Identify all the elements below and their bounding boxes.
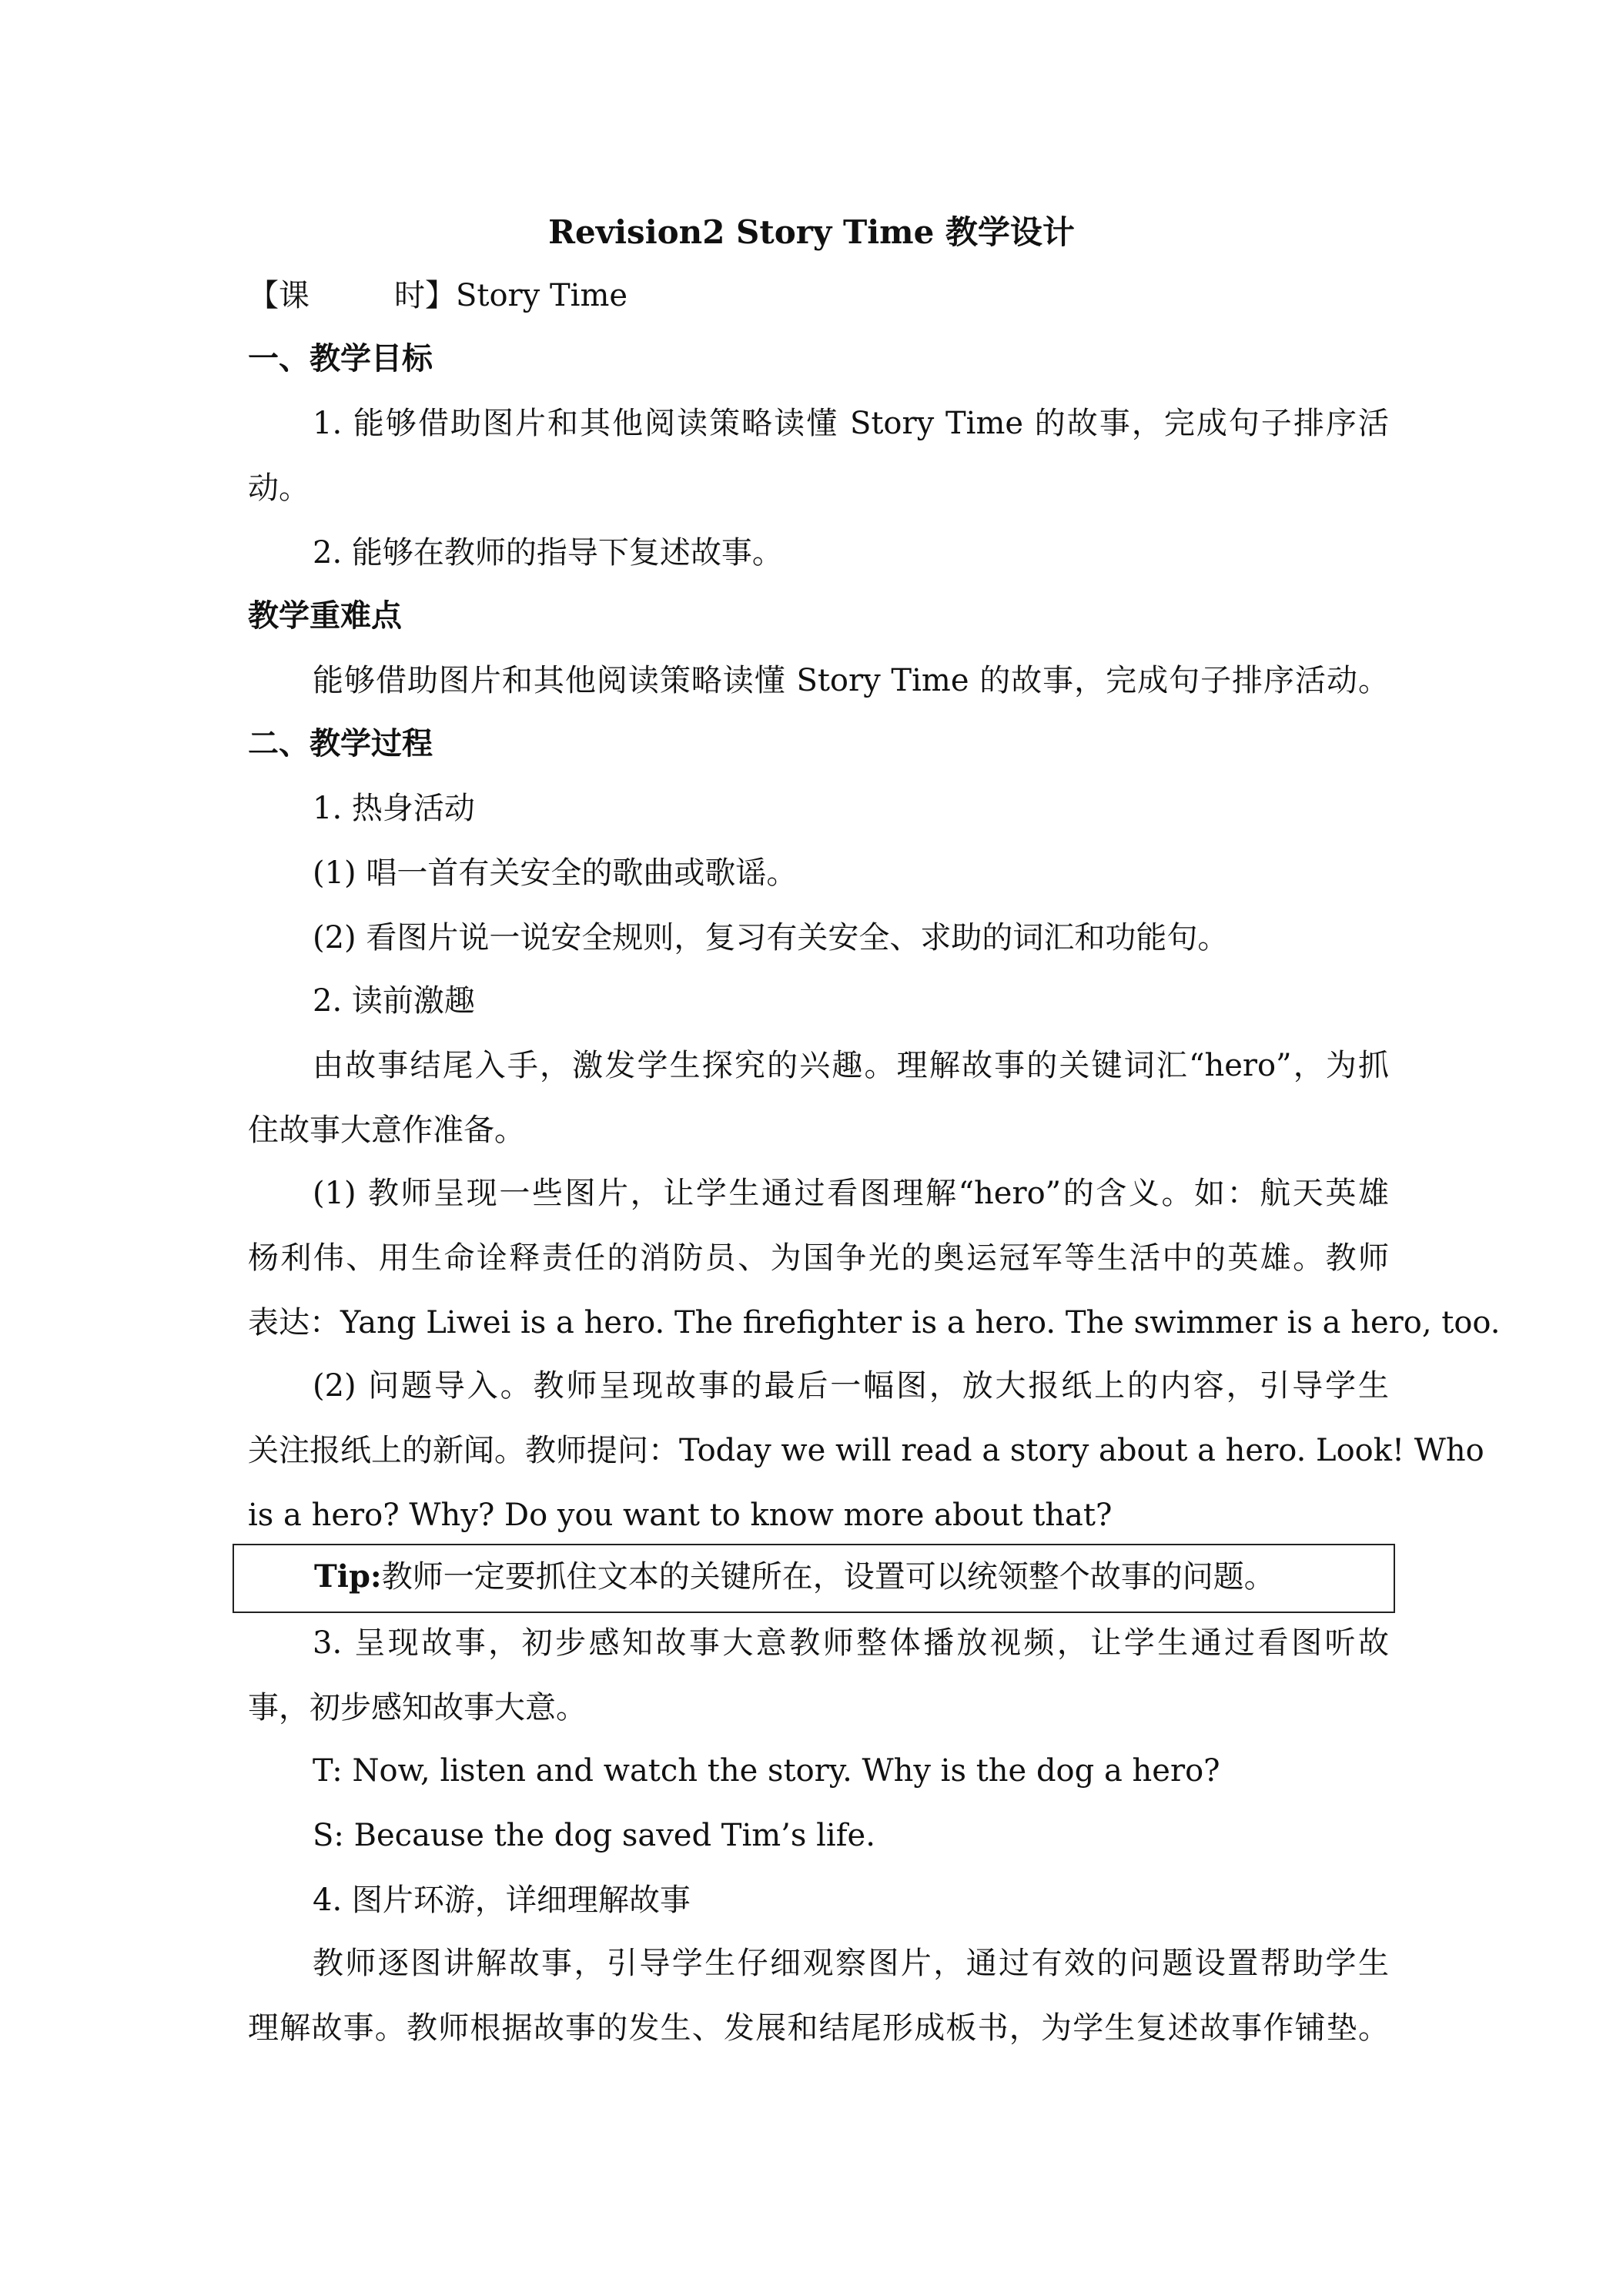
step-3-line-1: 3. 呈现故事，初步感知故事大意教师整体播放视频，让学生通过看图听故 (313, 1625, 1389, 1661)
tip-box (233, 1544, 1395, 1613)
section-heading-goals: 一、教学目标 (248, 340, 433, 377)
document-title: Revision2 Story Time 教学设计 (548, 213, 1075, 251)
step-4-line-1: 教师逐图讲解故事，引导学生仔细观察图片，通过有效的问题设置帮助学生 (313, 1946, 1389, 1981)
step-1-item-2: (2) 看图片说一说安全规则，复习有关安全、求助的词汇和功能句。 (313, 920, 1229, 956)
tip-content: 教师一定要抓住文本的关键所在，设置可以统领整个故事的问题。 (381, 1559, 1275, 1595)
step-4-line-2: 理解故事。教师根据故事的发生、发展和结尾形成板书，为学生复述故事作铺垫。 (248, 2010, 1389, 2046)
dialog-student: S: Because the dog saved Tim’s life. (313, 1818, 875, 1853)
step-2-item-1-line-2: 杨利伟、用生命诠释责任的消防员、为国争光的奥运冠军等生活中的英雄。教师 (248, 1240, 1389, 1276)
step-3-line-2: 事，初步感知故事大意。 (248, 1690, 587, 1725)
step-2-intro-line-1: 由故事结尾入手，激发学生探究的兴趣。理解故事的关键词汇“hero”，为抓 (313, 1048, 1389, 1083)
step-2-item-1-line-3: 表达：Yang Liwei is a hero. The firefighter is a hero. The swimmer is a hero, too. (248, 1305, 1501, 1340)
step-2-heading: 2. 读前激趣 (313, 983, 475, 1019)
dialog-teacher: T: Now, listen and watch the story. Why is the dog a hero? (313, 1753, 1220, 1789)
section-heading-keypoints: 教学重难点 (248, 597, 402, 634)
goal-1-line-2: 动。 (248, 470, 310, 506)
step-1-heading: 1. 热身活动 (313, 791, 475, 826)
step-4-heading: 4. 图片环游，详细理解故事 (313, 1883, 691, 1918)
step-2-intro-line-2: 住故事大意作准备。 (248, 1113, 525, 1148)
step-2-item-2-line-2: 关注报纸上的新闻。教师提问：Today we will read a story about a hero. Look! Who (248, 1433, 1484, 1468)
lesson-line (248, 274, 1389, 317)
tip-label: Tip: (314, 1558, 382, 1595)
step-2-item-1-line-1: (1) 教师呈现一些图片，让学生通过看图理解“hero”的含义。如：航天英雄 (313, 1176, 1389, 1211)
step-2-item-2-line-1: (2) 问题导入。教师呈现故事的最后一幅图，放大报纸上的内容，引导学生 (313, 1368, 1389, 1404)
lesson-value: 时】Story Time (394, 278, 628, 313)
goal-1-line-1: 1. 能够借助图片和其他阅读策略读懂 Story Time 的故事，完成句子排序活 (313, 406, 1389, 441)
step-2-item-2-line-3: is a hero? Why? Do you want to know more about that? (248, 1498, 1113, 1533)
goal-2: 2. 能够在教师的指导下复述故事。 (313, 535, 783, 571)
tip-text (314, 1555, 1275, 1598)
section-heading-process: 二、教学过程 (248, 725, 433, 761)
step-1-item-1: (1) 唱一首有关安全的歌曲或歌谣。 (313, 855, 798, 891)
lesson-label: 【课 (248, 278, 310, 313)
keypoints-text: 能够借助图片和其他阅读策略读懂 Story Time 的故事，完成句子排序活动。 (313, 663, 1389, 698)
